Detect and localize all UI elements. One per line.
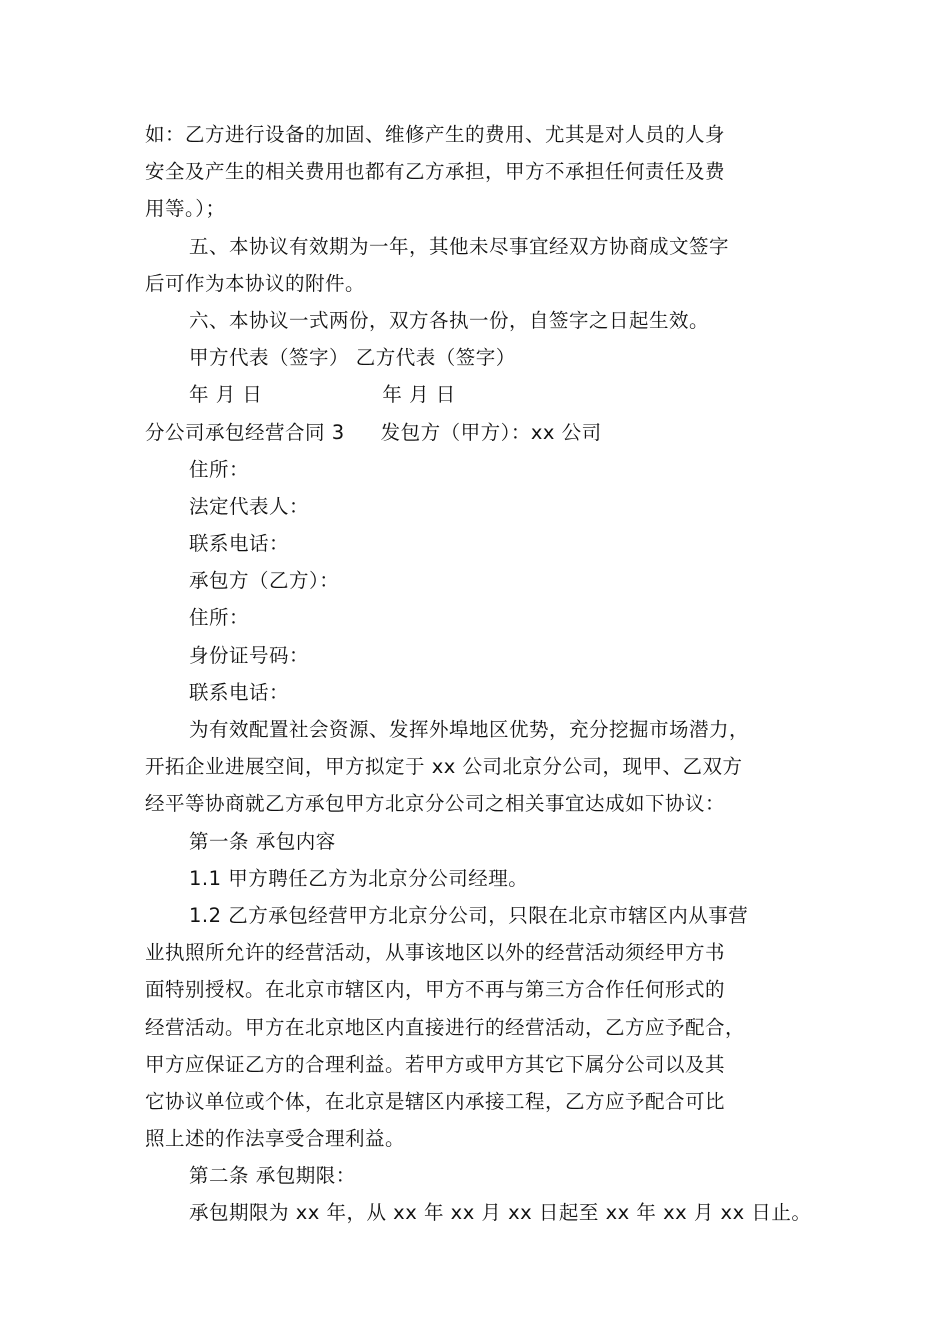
article-one-heading: 第一条 承包内容 [189, 829, 336, 853]
party-b-date: 年 月 日 [382, 383, 456, 407]
field-legal-rep: 法定代表人： [189, 494, 310, 518]
clause-five: 五、本协议有效期为一年，其他未尽事宜经双方协商成文签字 [189, 234, 730, 258]
clause-six: 六、本协议一式两份，双方各执一份，自签字之日起生效。 [189, 308, 710, 332]
paragraph-line: 安全及产生的相关费用也都有乙方承担，甲方不承担任何责任及费 [145, 160, 726, 184]
paragraph-line: 它协议单位或个体，在北京是辖区内承接工程，乙方应予配合可比 [145, 1089, 726, 1113]
paragraph-line: 如：乙方进行设备的加固、维修产生的费用、尤其是对人员的人身 [145, 123, 726, 146]
field-address: 住所： [189, 606, 250, 630]
preamble-line: 经平等协商就乙方承包甲方北京分公司之相关事宜达成如下协议： [145, 792, 726, 816]
paragraph-line: 甲方应保证乙方的合理利益。若甲方或甲方其它下属分公司以及其 [145, 1052, 726, 1076]
contract-term: 承包期限为 xx 年，从 xx 年 xx 月 xx 日起至 xx 年 xx 月 xx 日止。 [189, 1201, 812, 1225]
contract-header [145, 414, 815, 451]
field-address: 住所： [189, 457, 250, 481]
contract-title: 分公司承包经营合同 3 [145, 420, 345, 444]
paragraph-line: 照上述的作法享受合理利益。 [145, 1127, 406, 1151]
employer-party: 发包方（甲方）：xx 公司 [380, 420, 602, 444]
document-page [145, 116, 815, 1232]
field-contractor: 承包方（乙方）： [189, 569, 340, 593]
party-a-date: 年 月 日 [189, 383, 263, 407]
signature-representatives: 甲方代表（签字） 乙方代表（签字） [189, 346, 516, 370]
paragraph-line: 用等。）； [145, 197, 226, 221]
field-phone: 联系电话： [189, 532, 290, 556]
paragraph-line: 后可作为本协议的附件。 [145, 271, 366, 295]
signature-dates [145, 376, 815, 413]
field-phone: 联系电话： [189, 680, 290, 704]
clause-1-1: 1.1 甲方聘任乙方为北京分公司经理。 [189, 866, 529, 890]
preamble-line: 为有效配置社会资源、发挥外埠地区优势，充分挖掘市场潜力， [189, 718, 750, 741]
clause-1-2: 1.2 乙方承包经营甲方北京分公司，只限在北京市辖区内从事营 [189, 903, 749, 927]
paragraph-line: 经营活动。甲方在北京地区内直接进行的经营活动，乙方应予配合， [145, 1015, 746, 1039]
preamble-line: 开拓企业进展空间，甲方拟定于 xx 公司北京分公司，现甲、乙双方 [145, 755, 743, 779]
article-two-heading: 第二条 承包期限： [189, 1164, 356, 1188]
paragraph-line: 业执照所允许的经营活动，从事该地区以外的经营活动须经甲方书 [145, 941, 726, 965]
paragraph-line: 面特别授权。在北京市辖区内，甲方不再与第三方合作任何形式的 [145, 978, 726, 1002]
field-id-number: 身份证号码： [189, 643, 310, 667]
